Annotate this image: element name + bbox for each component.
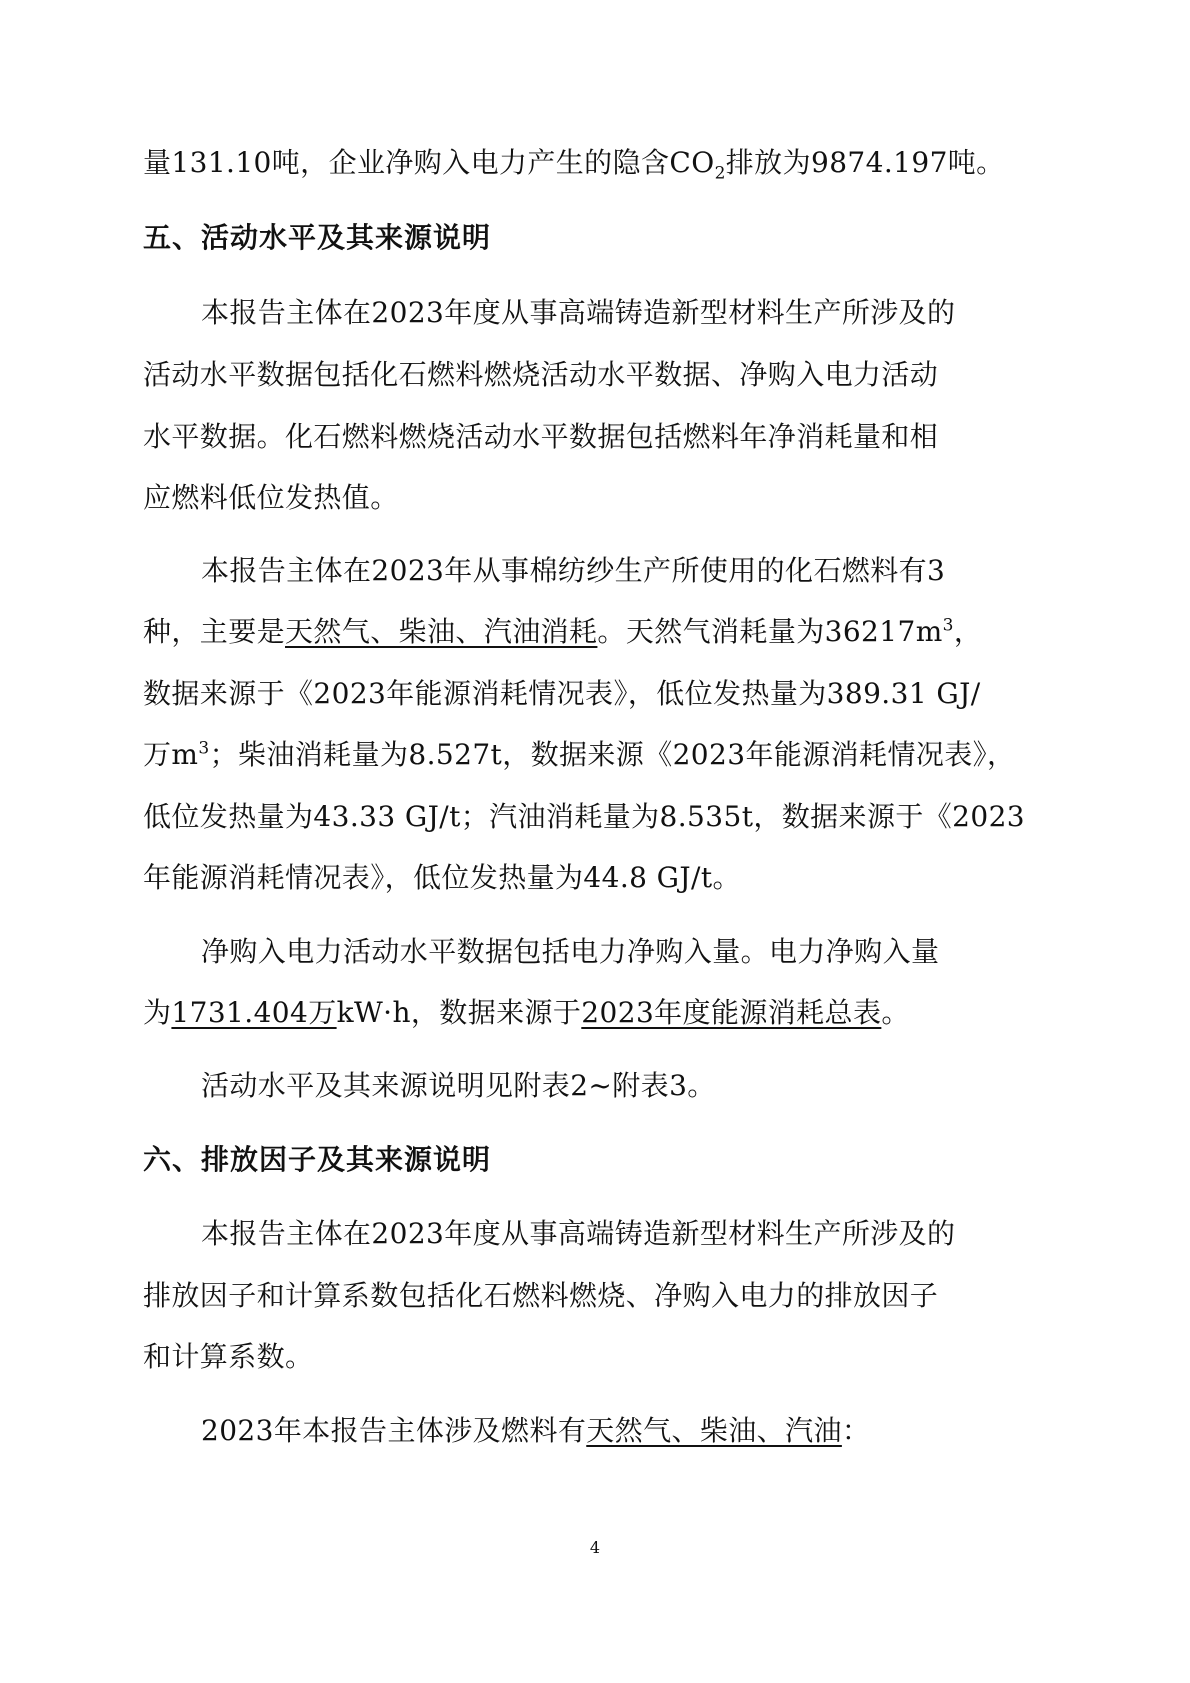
- text-run: 种，主要是: [143, 615, 286, 648]
- underlined-text: 2023年度能源消耗总表: [581, 996, 882, 1029]
- paragraph-line: 本报告主体在2023年从事棉纺纱生产所使用的化石燃料有3: [201, 554, 946, 587]
- text-run: 2023年本报告主体涉及燃料有: [201, 1414, 587, 1447]
- text-run: kW·h，数据来源于: [336, 996, 582, 1029]
- paragraph-line: 水平数据。化石燃料燃烧活动水平数据包括燃料年净消耗量和相: [143, 420, 939, 453]
- paragraph-line: 本报告主体在2023年度从事高端铸造新型材料生产所涉及的: [201, 1217, 956, 1250]
- paragraph-line: 低位发热量为43.33 GJ/t；汽油消耗量为8.535t，数据来源于《2023: [143, 800, 1026, 833]
- text-run: 万m: [143, 738, 199, 771]
- text-run: 量131.10吨，企业净购入电力产生的隐含CO: [143, 146, 715, 179]
- section-heading: 六、排放因子及其来源说明: [143, 1143, 492, 1176]
- text-line: [143, 143, 1043, 183]
- paragraph-line: 活动水平数据包括化石燃料燃烧活动水平数据、净购入电力活动: [143, 358, 939, 391]
- paragraph-line: 应燃料低位发热值。: [143, 481, 399, 514]
- paragraph-line: 本报告主体在2023年度从事高端铸造新型材料生产所涉及的: [201, 296, 956, 329]
- text-run: ：: [841, 1414, 871, 1447]
- paragraph-line: 和计算系数。: [143, 1340, 314, 1373]
- paragraph-line: 年能源消耗情况表》，低位发热量为44.8 GJ/t。: [143, 861, 741, 894]
- paragraph-line: 排放因子和计算系数包括化石燃料燃烧、净购入电力的排放因子: [143, 1279, 939, 1312]
- paragraph-line: 活动水平及其来源说明见附表2~附表3。: [201, 1069, 716, 1102]
- superscript: 3: [198, 738, 210, 759]
- superscript: 3: [942, 615, 954, 636]
- underlined-text: 天然气、柴油、汽油: [586, 1414, 842, 1447]
- page-number: 4: [589, 1538, 601, 1557]
- text-run: ，: [953, 615, 983, 648]
- paragraph-line: [143, 612, 1043, 652]
- subscript: 2: [714, 163, 726, 184]
- text-run: 。: [881, 996, 910, 1029]
- underlined-text: 1731.404万: [171, 996, 337, 1029]
- paragraph-line: [143, 993, 1043, 1033]
- section-heading: 五、活动水平及其来源说明: [143, 221, 492, 254]
- paragraph-line: 净购入电力活动水平数据包括电力净购入量。电力净购入量: [201, 935, 940, 968]
- text-run: 。天然气消耗量为36217m: [597, 615, 943, 648]
- text-run: 为: [143, 996, 172, 1029]
- paragraph-line: [143, 735, 1043, 775]
- paragraph-line: 数据来源于《2023年能源消耗情况表》，低位发热量为389.31 GJ/: [143, 677, 981, 710]
- text-run: 排放为9874.197吨。: [725, 146, 1005, 179]
- underlined-text: 天然气、柴油、汽油消耗: [285, 615, 598, 648]
- paragraph-line: [201, 1411, 1043, 1451]
- text-run: ；柴油消耗量为8.527t，数据来源《2023年能源消耗情况表》，: [209, 738, 1016, 771]
